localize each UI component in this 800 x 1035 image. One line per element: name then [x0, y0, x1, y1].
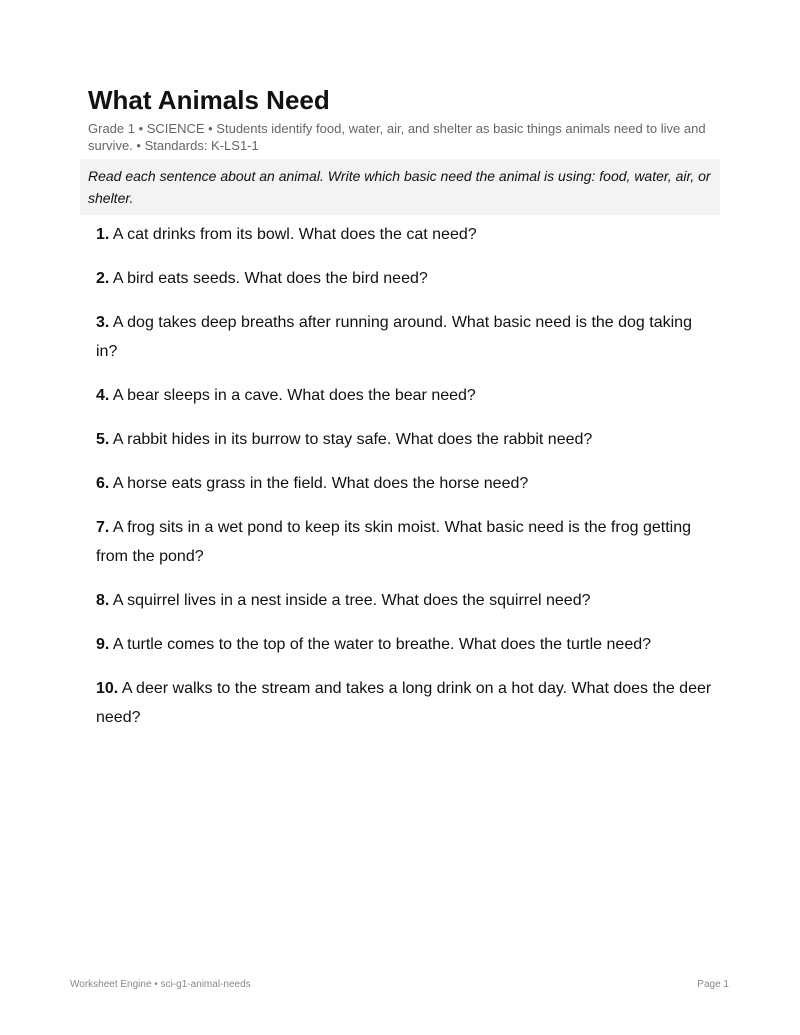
footer-page-number: Page 1 [697, 979, 729, 990]
question-item [96, 308, 716, 366]
question-number: 6. [96, 475, 110, 492]
question-item [96, 513, 716, 571]
question-item [96, 469, 716, 498]
question-text: A dog takes deep breaths after running around. What basic need is the dog taking in? [96, 314, 692, 360]
question-number: 1. [96, 226, 110, 243]
question-text: A rabbit hides in its burrow to stay safe. What does the rabbit need? [112, 431, 593, 448]
question-text: A bear sleeps in a cave. What does the bear need? [112, 387, 476, 404]
footer-source: Worksheet Engine • sci-g1-animal-needs [70, 979, 251, 990]
question-number: 7. [96, 519, 110, 536]
worksheet-meta: Grade 1 • SCIENCE • Students identify food, water, air, and shelter as basic things animals need to live and survive. • Standards: K-LS1-1 [88, 121, 706, 153]
question-number: 3. [96, 314, 110, 331]
question-item [96, 220, 716, 249]
question-item [96, 425, 716, 454]
question-text: A horse eats grass in the field. What does the horse need? [112, 475, 529, 492]
question-item [96, 674, 716, 732]
question-text: A squirrel lives in a nest inside a tree. What does the squirrel need? [112, 592, 591, 609]
question-item [96, 630, 716, 659]
question-number: 8. [96, 592, 110, 609]
instructions-box: Read each sentence about an animal. Write which basic need the animal is using: food, water, air, or shelter. [80, 159, 720, 215]
question-text: A frog sits in a wet pond to keep its skin moist. What basic need is the frog getting from the pond? [96, 519, 691, 565]
question-number: 9. [96, 636, 110, 653]
question-number: 10. [96, 680, 119, 697]
question-number: 2. [96, 270, 110, 287]
question-number: 5. [96, 431, 110, 448]
question-item [96, 381, 716, 410]
question-number: 4. [96, 387, 110, 404]
page-title: What Animals Need [88, 85, 330, 115]
question-list [96, 220, 716, 747]
question-item [96, 264, 716, 293]
question-text: A turtle comes to the top of the water to breathe. What does the turtle need? [112, 636, 652, 653]
question-text: A cat drinks from its bowl. What does the cat need? [112, 226, 477, 243]
question-item [96, 586, 716, 615]
question-text: A deer walks to the stream and takes a long drink on a hot day. What does the deer need? [96, 680, 712, 726]
question-text: A bird eats seeds. What does the bird need? [112, 270, 428, 287]
